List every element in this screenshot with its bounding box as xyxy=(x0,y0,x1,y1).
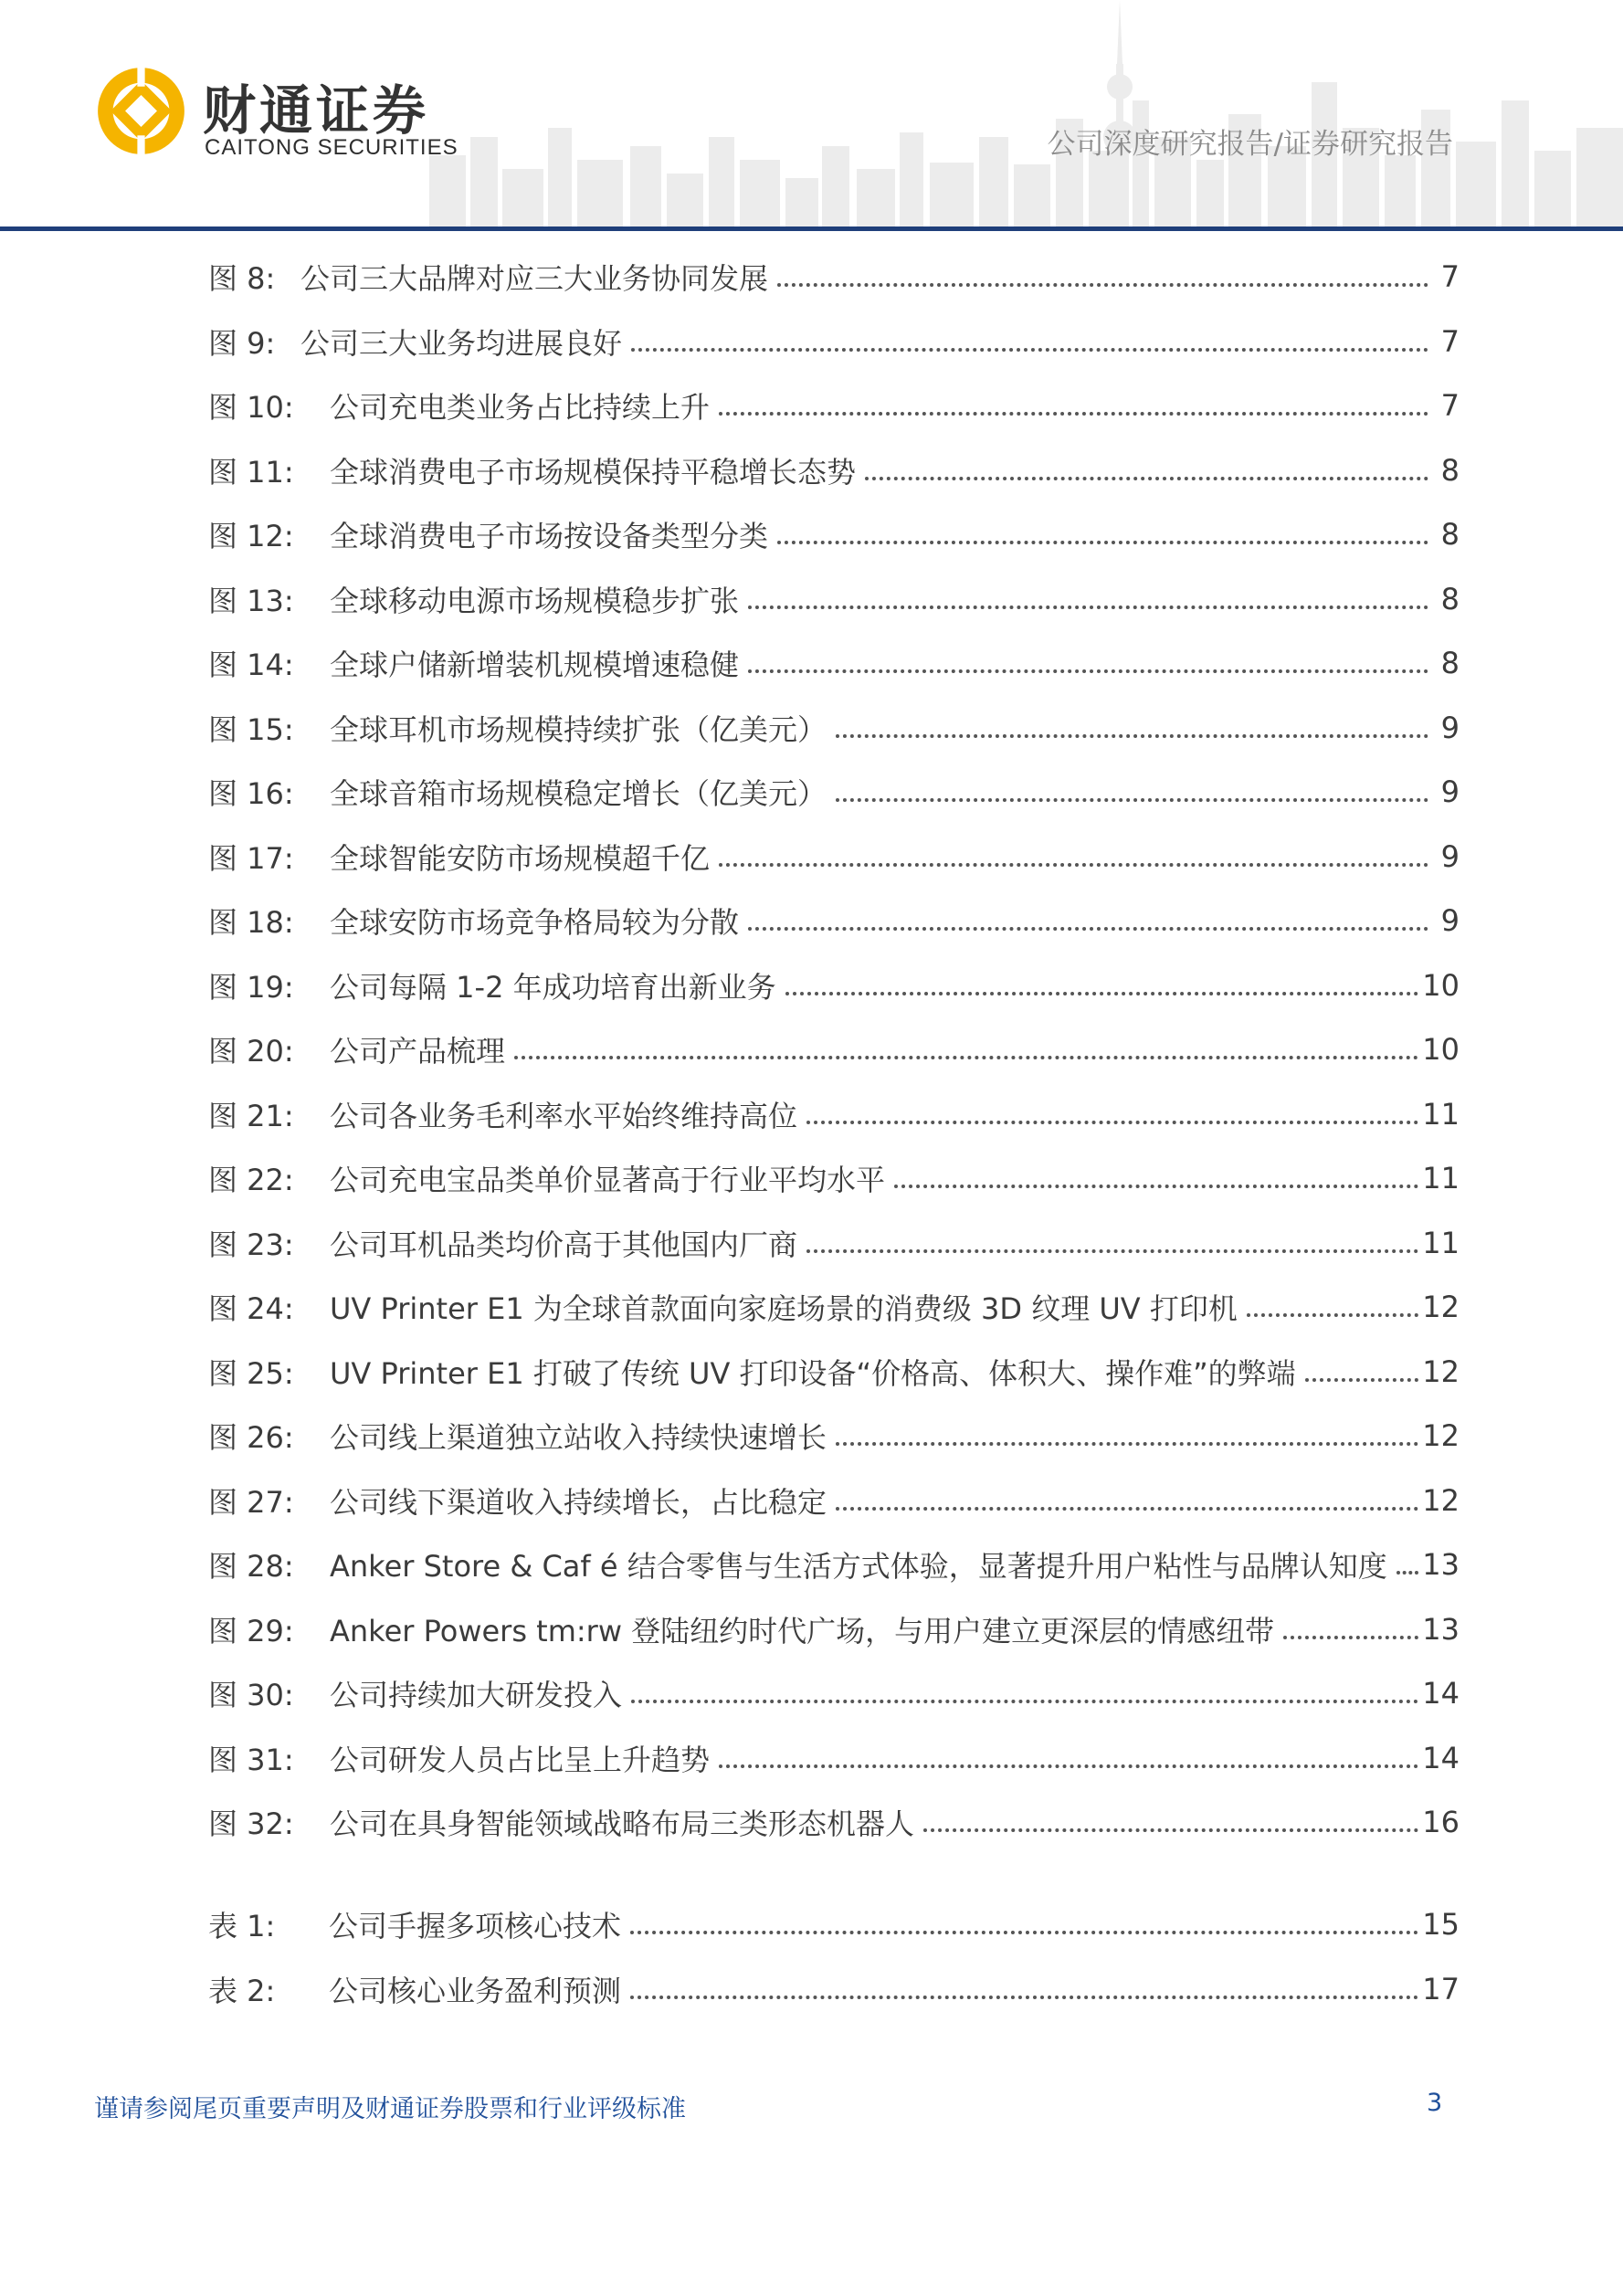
toc-entry-page: 14 xyxy=(1422,1740,1460,1775)
dot-leader xyxy=(865,455,1428,486)
dot-leader xyxy=(836,1485,1418,1516)
footer-disclaimer: 谨请参阅尾页重要声明及财通证券股票和行业评级标准 xyxy=(94,2095,686,2123)
toc-entry-label: 图 26: xyxy=(208,1420,294,1456)
toc-entry[interactable] xyxy=(208,1082,1460,1147)
toc-entry-label: 图 10: xyxy=(208,390,294,426)
dot-leader xyxy=(1305,1356,1419,1387)
toc-entry[interactable] xyxy=(208,1275,1460,1340)
dot-leader xyxy=(748,584,1428,615)
dot-leader xyxy=(719,1743,1418,1774)
toc-entry-label: 图 32: xyxy=(208,1806,294,1842)
toc-entry-page: 11 xyxy=(1422,1225,1460,1260)
table-list xyxy=(208,1892,1460,2021)
toc-entry-page: 11 xyxy=(1422,1096,1460,1132)
dot-leader xyxy=(806,1099,1418,1130)
toc-entry-label: 图 19: xyxy=(208,969,294,1005)
dot-leader xyxy=(836,1420,1418,1451)
toc-entry-page: 8 xyxy=(1440,517,1460,553)
toc-entry-label: 图 16: xyxy=(208,776,294,812)
brand-name-english: CAITONG SECURITIES xyxy=(205,135,458,160)
toc-entry-title: 公司耳机品类均价高于其他国内厂商 xyxy=(330,1222,803,1264)
toc-entry[interactable] xyxy=(208,1532,1460,1597)
toc-entry-page: 10 xyxy=(1422,1032,1460,1068)
dot-leader xyxy=(894,1163,1418,1194)
toc-entry-label: 图 24: xyxy=(208,1291,294,1327)
toc-entry-title: 全球消费电子市场规模保持平稳增长态势 xyxy=(330,449,861,491)
dot-leader xyxy=(806,1227,1418,1259)
toc-entry-page: 7 xyxy=(1440,259,1460,295)
toc-entry-title: 全球消费电子市场按设备类型分类 xyxy=(330,513,774,555)
header-divider xyxy=(0,226,1623,231)
toc-entry-label: 图 28: xyxy=(208,1549,294,1585)
toc-entry-title: 全球安防市场竞争格局较为分散 xyxy=(330,900,744,942)
toc-entry[interactable] xyxy=(208,1957,1460,2022)
toc-entry[interactable] xyxy=(208,696,1460,761)
dot-leader xyxy=(631,326,1428,357)
toc-entry-label: 图 27: xyxy=(208,1484,294,1520)
page-header xyxy=(0,0,1623,230)
report-type-label: 公司深度研究报告/证券研究报告 xyxy=(1047,128,1453,161)
toc-entry-label: 图 20: xyxy=(208,1034,294,1069)
toc-entry-page: 7 xyxy=(1440,323,1460,359)
toc-entry-label: 图 30: xyxy=(208,1678,294,1713)
toc-entry[interactable] xyxy=(208,502,1460,567)
toc-entry-title: 公司线上渠道独立站收入持续快速增长 xyxy=(330,1415,832,1457)
toc-entry-title: UV Printer E1 为全球首款面向家庭场景的消费级 3D 纹理 UV 打印机 xyxy=(330,1286,1243,1328)
toc-entry[interactable] xyxy=(208,1211,1460,1276)
toc-entry-page: 8 xyxy=(1440,646,1460,681)
toc-entry[interactable] xyxy=(208,1892,1460,1957)
toc-entry-page: 12 xyxy=(1422,1482,1460,1518)
toc-entry[interactable] xyxy=(208,1146,1460,1211)
dot-leader xyxy=(719,390,1428,421)
dot-leader xyxy=(514,1034,1418,1065)
toc-entry-page: 7 xyxy=(1440,388,1460,424)
toc-entry[interactable] xyxy=(208,889,1460,953)
dot-leader xyxy=(1283,1614,1418,1645)
toc-entry-page: 8 xyxy=(1440,581,1460,616)
dot-leader xyxy=(630,1909,1418,1940)
toc-entry-page: 13 xyxy=(1422,1611,1460,1647)
dot-leader xyxy=(748,905,1428,936)
toc-entry-label: 图 17: xyxy=(208,840,294,876)
toc-entry-title: 公司三大品牌对应三大业务协同发展 xyxy=(300,256,774,298)
toc-entry[interactable] xyxy=(208,1726,1460,1791)
toc-entry[interactable] xyxy=(208,1404,1460,1469)
toc-entry-page: 9 xyxy=(1440,903,1460,939)
toc-entry-label: 图 15: xyxy=(208,711,294,747)
toc-entry-label: 表 1: xyxy=(208,1909,276,1944)
brand-name-chinese: 财通证券 xyxy=(203,79,430,142)
toc-entry[interactable] xyxy=(208,567,1460,632)
dot-leader xyxy=(785,970,1419,1001)
toc-entry-title: 全球耳机市场规模持续扩张（亿美元） xyxy=(330,707,832,749)
dot-leader xyxy=(719,841,1428,872)
dot-leader xyxy=(1396,1549,1419,1580)
toc-entry-page: 12 xyxy=(1422,1353,1460,1389)
caitong-logo-icon xyxy=(94,64,188,158)
dot-leader xyxy=(923,1806,1418,1838)
toc-entry-label: 图 25: xyxy=(208,1355,294,1391)
toc-entry-title: UV Printer E1 打破了传统 UV 打印设备“价格高、体积大、操作难”的弊端 xyxy=(330,1351,1302,1393)
toc-entry-label: 图 9: xyxy=(208,325,276,361)
toc-entry-title: 公司研发人员占比呈上升趋势 xyxy=(330,1737,715,1779)
toc-entry[interactable] xyxy=(208,825,1460,890)
dot-leader xyxy=(777,261,1428,292)
page-number: 3 xyxy=(1427,2089,1443,2117)
toc-entry-page: 10 xyxy=(1422,967,1460,1003)
figure-list xyxy=(208,245,1460,1855)
toc-entry-title: 公司核心业务盈利预测 xyxy=(329,1968,627,2010)
toc-entry-page: 12 xyxy=(1422,1418,1460,1454)
toc-entry-title: 公司在具身智能领域战略布局三类形态机器人 xyxy=(330,1801,920,1843)
dot-leader xyxy=(836,712,1428,743)
toc-entry[interactable] xyxy=(208,438,1460,503)
toc-entry-label: 图 14: xyxy=(208,648,294,683)
dot-leader xyxy=(631,1678,1418,1709)
toc-entry-title: 公司持续加大研发投入 xyxy=(330,1672,627,1714)
toc-entry-title: 公司产品梳理 xyxy=(330,1028,511,1070)
toc-entry-page: 13 xyxy=(1422,1547,1460,1583)
toc-entry-title: 公司充电类业务占比持续上升 xyxy=(330,384,715,427)
toc-entry-label: 图 12: xyxy=(208,519,294,554)
toc-entry-page: 12 xyxy=(1422,1290,1460,1325)
toc-entry-title: 公司各业务毛利率水平始终维持高位 xyxy=(330,1093,803,1135)
toc-entry-page: 9 xyxy=(1440,774,1460,810)
toc-entry[interactable] xyxy=(208,953,1460,1018)
toc-entry-title: 公司线下渠道收入持续增长，占比稳定 xyxy=(330,1480,832,1522)
toc-entry-page: 16 xyxy=(1422,1805,1460,1840)
toc-entry-title: Anker Store & Caf é 结合零售与生活方式体验，显著提升用户粘性与品牌认知度 xyxy=(330,1543,1393,1585)
toc-entry-label: 图 22: xyxy=(208,1163,294,1198)
toc-entry[interactable] xyxy=(208,631,1460,696)
toc-entry[interactable] xyxy=(208,1017,1460,1082)
dot-leader xyxy=(777,519,1428,550)
toc-entry[interactable] xyxy=(208,1340,1460,1405)
dot-leader xyxy=(630,1974,1418,2005)
toc-entry-title: 全球智能安防市场规模超千亿 xyxy=(330,836,715,878)
toc-entry-label: 图 8: xyxy=(208,261,276,297)
toc-entry[interactable] xyxy=(208,1597,1460,1662)
toc-entry-page: 8 xyxy=(1440,452,1460,488)
dot-leader xyxy=(836,776,1428,807)
toc-entry[interactable] xyxy=(208,1661,1460,1726)
toc-entry-page: 9 xyxy=(1440,710,1460,745)
toc-entry-label: 图 13: xyxy=(208,583,294,618)
toc-entry-title: 全球音箱市场规模稳定增长（亿美元） xyxy=(330,771,832,813)
toc-entry-page: 11 xyxy=(1422,1161,1460,1196)
toc-entry-label: 图 31: xyxy=(208,1742,294,1777)
toc-entry-title: 公司充电宝品类单价显著高于行业平均水平 xyxy=(330,1157,891,1199)
toc-entry[interactable] xyxy=(208,760,1460,825)
toc-entry-title: 公司每隔 1-2 年成功培育出新业务 xyxy=(330,964,782,1006)
toc-entry-page: 9 xyxy=(1440,838,1460,874)
toc-entry[interactable] xyxy=(208,1469,1460,1533)
toc-entry[interactable] xyxy=(208,1790,1460,1855)
toc-entry-title: 全球移动电源市场规模稳步扩张 xyxy=(330,578,744,620)
toc-entry-label: 图 11: xyxy=(208,454,294,490)
toc-entry[interactable] xyxy=(208,310,1460,374)
toc-entry-title: 全球户储新增装机规模增速稳健 xyxy=(330,642,744,684)
dot-leader xyxy=(748,648,1428,679)
toc-entry-label: 图 23: xyxy=(208,1227,294,1262)
toc-entry-title: 公司三大业务均进展良好 xyxy=(300,321,627,363)
dot-leader xyxy=(1247,1291,1418,1322)
toc-entry-label: 图 21: xyxy=(208,1098,294,1133)
toc-entry-page: 17 xyxy=(1422,1971,1460,2006)
toc-entry-title: 公司手握多项核心技术 xyxy=(329,1903,627,1945)
toc-entry[interactable] xyxy=(208,245,1460,310)
toc-entry-page: 14 xyxy=(1422,1676,1460,1711)
toc-entry-page: 15 xyxy=(1422,1907,1460,1943)
toc-entry-label: 图 18: xyxy=(208,905,294,941)
toc-entry-label: 图 29: xyxy=(208,1613,294,1648)
toc-entry-title: Anker Powers tm:rw 登陆纽约时代广场，与用户建立更深层的情感纽带 xyxy=(330,1608,1280,1650)
toc-entry[interactable] xyxy=(208,374,1460,438)
toc-entry-label: 表 2: xyxy=(208,1973,276,2008)
